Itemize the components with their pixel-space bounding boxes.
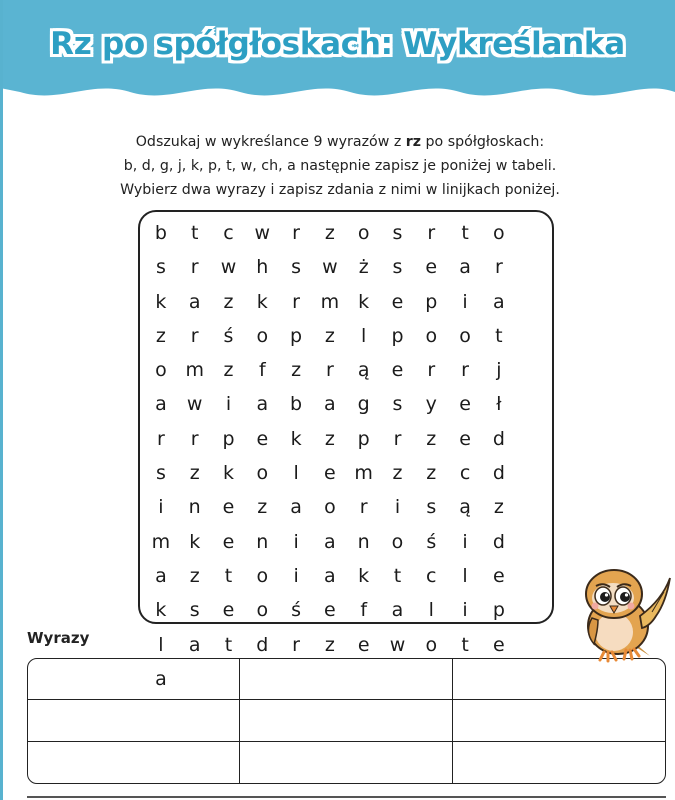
grid-letter[interactable]: i (293, 564, 299, 587)
grid-letter[interactable]: p (357, 427, 370, 450)
grid-letter[interactable]: t (461, 633, 469, 656)
grid-letter[interactable]: r (427, 222, 436, 244)
grid-letter[interactable]: a (324, 564, 336, 587)
word-cell[interactable] (453, 700, 665, 741)
words-table (27, 658, 666, 784)
grid-letter[interactable]: d (492, 427, 505, 450)
grid-letter[interactable]: r (494, 256, 503, 279)
grid-letter[interactable]: o (256, 564, 269, 587)
grid-letter[interactable]: p (391, 324, 404, 347)
grid-letter[interactable]: i (394, 496, 401, 519)
grid-letter[interactable]: y (425, 393, 437, 416)
grid-letter[interactable]: j (496, 359, 502, 382)
word-cell[interactable] (240, 700, 452, 741)
instructions (40, 130, 640, 202)
grid-letter[interactable]: d (492, 462, 505, 485)
grid-letter[interactable]: s (291, 256, 302, 279)
grid-letter[interactable]: n (357, 530, 370, 553)
grid-letter[interactable]: h (256, 256, 269, 279)
grid-letter[interactable]: c (459, 462, 471, 485)
grid-letter[interactable]: w (254, 222, 271, 244)
words-label: Wyrazy (27, 629, 90, 647)
grid-letter[interactable]: r (156, 427, 165, 450)
grid-letter[interactable]: e (493, 564, 505, 587)
grid-letter[interactable]: m (151, 530, 171, 553)
left-margin-stripe (0, 0, 3, 800)
grid-letter[interactable]: o (155, 359, 167, 382)
word-cell[interactable] (28, 742, 240, 783)
grid-letter[interactable]: b (290, 393, 303, 416)
grid-letter[interactable]: e (357, 633, 370, 656)
grid-letter[interactable]: a (290, 496, 302, 519)
grid-letter[interactable]: a (188, 633, 201, 656)
grid-letter[interactable]: k (155, 290, 167, 313)
grid-letter[interactable]: e (222, 496, 235, 519)
grid-letter[interactable]: e (324, 599, 336, 622)
owl-icon (566, 556, 675, 668)
grid-letter[interactable]: a (256, 393, 269, 416)
grid-letter[interactable]: o (256, 324, 269, 347)
grid-letter[interactable]: z (324, 324, 335, 347)
grid-letter[interactable]: z (426, 427, 437, 450)
grid-letter[interactable]: a (459, 256, 471, 279)
grid-letter[interactable]: k (358, 290, 370, 313)
grid-letter[interactable]: s (392, 256, 403, 279)
grid-letter[interactable]: l (428, 599, 434, 622)
grid-letter[interactable]: a (155, 393, 167, 416)
grid-letter[interactable]: t (393, 564, 402, 587)
grid-letter[interactable]: o (324, 496, 336, 519)
grid-letter[interactable]: i (462, 530, 468, 553)
word-cell[interactable] (240, 742, 452, 783)
header-banner (0, 0, 675, 110)
grid-letter[interactable]: s (426, 496, 437, 519)
grid-letter[interactable]: z (324, 633, 335, 656)
word-search-grid (144, 218, 516, 698)
grid-letter[interactable]: f (360, 599, 368, 622)
grid-letter[interactable]: l (462, 564, 468, 587)
grid-letter[interactable]: l (158, 633, 164, 656)
grid-letter[interactable]: s (392, 222, 403, 244)
grid-letter[interactable]: ś (426, 530, 437, 553)
grid-letter[interactable]: a (493, 290, 505, 313)
grid-letter[interactable]: ą (357, 359, 370, 382)
grid-letter[interactable]: w (322, 256, 338, 279)
word-cell[interactable] (240, 659, 452, 700)
grid-letter[interactable]: e (256, 427, 269, 450)
grid-letter[interactable]: l (361, 324, 367, 347)
grid-letter[interactable]: a (391, 599, 404, 622)
grid-letter[interactable]: c (223, 222, 234, 244)
grid-letter[interactable]: i (158, 496, 164, 519)
grid-letter[interactable]: z (155, 324, 166, 347)
grid-letter[interactable]: l (293, 462, 299, 485)
grid-letter[interactable]: a (188, 290, 201, 313)
grid-letter[interactable]: p (290, 324, 303, 347)
grid-letter[interactable]: z (392, 462, 403, 485)
grid-letter[interactable]: e (324, 462, 336, 485)
grid-letter[interactable]: z (493, 496, 504, 519)
grid-letter[interactable]: r (292, 222, 300, 244)
grid-letter[interactable]: a (324, 393, 336, 416)
grid-letter[interactable]: r (461, 359, 469, 382)
grid-letter[interactable]: n (188, 496, 201, 519)
grid-letter[interactable]: z (324, 222, 335, 244)
grid-letter[interactable]: p (425, 290, 438, 313)
grid-letter[interactable]: z (189, 564, 200, 587)
grid-letter[interactable]: ś (223, 324, 234, 347)
grid-letter[interactable]: d (256, 633, 269, 656)
grid-letter[interactable]: i (293, 530, 299, 553)
grid-letter[interactable]: e (425, 256, 438, 279)
grid-letter[interactable]: i (462, 599, 468, 622)
grid-letter[interactable]: p (222, 427, 235, 450)
grid-letter[interactable]: t (224, 633, 233, 656)
grid-letter[interactable]: r (292, 290, 300, 313)
grid-letter[interactable]: e (222, 530, 235, 553)
grid-letter[interactable]: o (493, 222, 505, 244)
grid-letter[interactable]: t (224, 564, 233, 587)
grid-letter[interactable]: w (186, 393, 203, 416)
grid-letter[interactable]: w (389, 633, 406, 656)
grid-letter[interactable]: z (257, 496, 268, 519)
word-cell[interactable] (28, 700, 240, 741)
grid-letter[interactable]: t (495, 324, 503, 347)
grid-letter[interactable]: p (492, 599, 505, 622)
grid-letter[interactable]: s (189, 599, 200, 622)
grid-letter[interactable]: r (325, 359, 334, 382)
grid-letter[interactable]: k (222, 462, 234, 485)
grid-letter[interactable]: e (459, 427, 471, 450)
grid-letter[interactable]: w (220, 256, 237, 279)
word-cell[interactable] (28, 659, 240, 700)
grid-letter[interactable]: m (185, 359, 204, 382)
grid-letter[interactable]: a (324, 530, 336, 553)
grid-letter[interactable]: f (258, 359, 266, 382)
grid-letter[interactable]: k (290, 427, 302, 450)
grid-letter[interactable]: ą (459, 496, 471, 519)
word-cell[interactable] (453, 742, 665, 783)
grid-letter[interactable]: i (462, 290, 468, 313)
grid-letter[interactable]: o (256, 462, 269, 485)
grid-letter[interactable]: s (392, 393, 403, 416)
grid-letter[interactable]: ł (496, 393, 502, 416)
instruction-line-2: b, d, g, j, k, p, t, w, ch, a następnie zapisz je poniżej w tabeli. (123, 158, 557, 174)
grid-letter[interactable]: o (425, 324, 438, 347)
grid-letter[interactable]: i (225, 393, 232, 416)
grid-letter[interactable]: g (357, 393, 370, 416)
grid-letter[interactable]: r (190, 427, 199, 450)
page-title: Rz po spółgłoskach: Wykreślanka (50, 26, 625, 62)
grid-letter[interactable]: a (155, 564, 167, 587)
grid-letter[interactable]: n (256, 530, 269, 553)
grid-letter[interactable]: ś (291, 599, 302, 622)
grid-letter[interactable]: c (426, 564, 437, 587)
grid-letter[interactable]: z (324, 427, 335, 450)
grid-letter[interactable]: r (359, 496, 368, 519)
grid-letter[interactable]: r (427, 359, 436, 382)
grid-letter[interactable]: s (155, 256, 166, 279)
grid-letter[interactable]: z (426, 462, 437, 485)
grid-letter[interactable]: o (425, 633, 438, 656)
grid-letter[interactable]: s (155, 462, 166, 485)
grid-letter[interactable]: k (155, 599, 167, 622)
grid-letter[interactable]: o (459, 324, 471, 347)
grid-letter[interactable]: r (190, 256, 199, 279)
grid-letter[interactable]: r (393, 427, 402, 450)
grid-letter[interactable]: k (189, 530, 201, 553)
grid-letter[interactable]: m (354, 462, 373, 485)
sentence-writing-line[interactable] (27, 796, 666, 798)
grid-letter[interactable]: z (223, 359, 234, 382)
grid-letter[interactable]: a (155, 667, 167, 690)
grid-letter[interactable]: t (461, 222, 469, 244)
grid-letter[interactable]: r (292, 633, 300, 656)
grid-letter[interactable]: e (391, 359, 404, 382)
instruction-line-1: Odszukaj w wykreślance 9 wyrazów z rz po spółgłoskach: (135, 134, 545, 150)
grid-letter[interactable]: o (357, 222, 370, 244)
grid-letter[interactable]: r (190, 324, 199, 347)
grid-letter[interactable]: b (154, 222, 167, 244)
grid-letter[interactable]: z (189, 462, 200, 485)
grid-letter[interactable]: d (492, 530, 505, 553)
instruction-line-3: Wybierz dwa wyrazy i zapisz zdania z nimi w linijkach poniżej. (120, 182, 560, 198)
grid-letter[interactable]: k (358, 564, 370, 587)
grid-letter[interactable]: e (222, 599, 235, 622)
grid-letter[interactable]: z (291, 359, 302, 382)
grid-letter[interactable]: o (391, 530, 404, 553)
grid-letter[interactable]: z (223, 290, 234, 313)
grid-letter[interactable]: e (459, 393, 471, 416)
grid-letter[interactable]: t (190, 222, 199, 244)
grid-letter[interactable]: e (493, 633, 505, 656)
grid-letter[interactable]: m (320, 290, 340, 313)
grid-letter[interactable]: o (256, 599, 269, 622)
grid-letter[interactable]: ż (358, 256, 369, 279)
grid-letter[interactable]: e (391, 290, 404, 313)
grid-letter[interactable]: k (256, 290, 268, 313)
